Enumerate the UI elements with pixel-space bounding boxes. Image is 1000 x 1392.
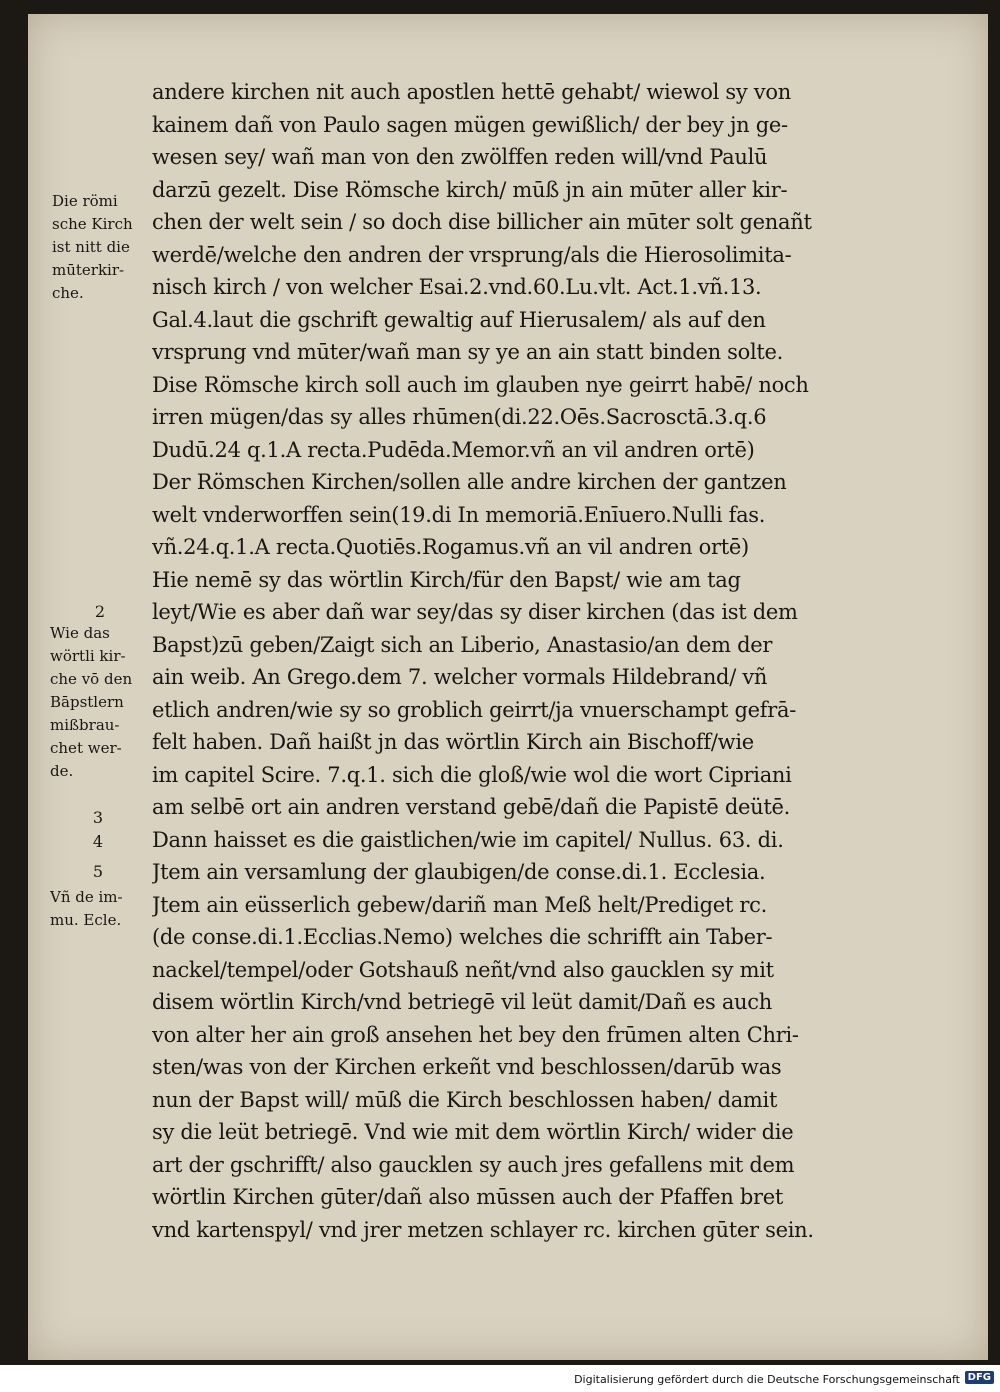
book-page: [28, 14, 988, 1360]
margin-note-line: wörtli kir-: [50, 647, 126, 665]
text-line: Der Römschen Kirchen/sollen alle andre kirchen der gantzen: [152, 470, 787, 494]
margin-note-line: chet wer-: [50, 739, 122, 757]
text-line: (de conse.di.1.Ecclias.Nemo) welches die schrifft ain Taber-: [152, 925, 773, 949]
text-line: sten/was von der Kirchen erkeñt vnd beschlossen/darūb was: [152, 1055, 782, 1079]
text-line: etlich andren/wie sy so groblich geirrt/ja vnuerschampt gefrā-: [152, 697, 796, 722]
text-line: nisch kirch / von welcher Esai.2.vnd.60.Lu.vlt. Act.1.vñ.13.: [152, 275, 762, 299]
margin-note-line: Wie das: [50, 624, 110, 642]
margin-note-roman-church: [52, 190, 148, 305]
text-line: Hie nemē sy das wörtlin Kirch/für den Bapst/ wie am tag: [152, 567, 741, 592]
margin-number-3: 3: [92, 808, 104, 827]
text-line: Jtem ain eüsserlich gebew/dariñ man Meß helt/Prediget rc.: [152, 892, 767, 917]
margin-note-line: che.: [52, 284, 84, 302]
text-line: wörtlin Kirchen gūter/dañ also mūssen auch der Pfaffen bret: [152, 1185, 783, 1209]
text-line: vñ.24.q.1.A recta.Quotiēs.Rogamus.vñ an vil andren ortē): [152, 535, 749, 559]
text-line: Jtem ain versamlung der glaubigen/de conse.di.1. Ecclesia.: [152, 860, 766, 884]
text-line: im capitel Scire. 7.q.1. sich die gloß/wie wol die wort Cipriani: [152, 762, 792, 787]
text-line: Dudū.24 q.1.A recta.Pudēda.Memor.vñ an vil andren ortē): [152, 437, 755, 462]
footer-bar: [0, 1365, 1000, 1392]
text-line: andere kirchen nit auch apostlen hettē gehabt/ wiewol sy von: [152, 80, 791, 104]
text-line: vnd kartenspyl/ vnd jrer metzen schlayer rc. kirchen gūter sein.: [152, 1217, 814, 1242]
margin-note-line: Bāpstlern: [50, 693, 124, 711]
text-line: darzū gezelt. Dise Römsche kirch/ mūß jn ain mūter aller kir-: [152, 177, 788, 202]
text-line: vrsprung vnd mūter/wañ man sy ye an ain statt binden solte.: [152, 340, 784, 364]
margin-note-word-church: [50, 622, 146, 783]
margin-note-line: ist nitt die: [52, 238, 130, 256]
margin-number-5: 5: [92, 862, 104, 881]
text-line: art der gschrifft/ also gaucklen sy auch jres gefallens mit dem: [152, 1152, 795, 1177]
text-line: am selbē ort ain andren verstand gebē/dañ die Papistē deütē.: [152, 795, 791, 819]
text-line: kainem dañ von Paulo sagen mügen gewißlich/ der bey jn ge-: [152, 112, 788, 137]
text-line: welt vnderworffen sein(19.di In memoriā.Enīuero.Nulli fas.: [152, 502, 766, 527]
margin-note-line: Vñ de im-: [50, 888, 123, 906]
margin-note-line: mißbrau-: [50, 716, 120, 734]
margin-note-line: mūterkir-: [52, 261, 125, 279]
text-line: leyt/Wie es aber dañ war sey/das sy diser kirchen (das ist dem: [152, 600, 798, 624]
margin-note-line: che vō den: [50, 670, 133, 688]
margin-note-line: de.: [50, 762, 74, 780]
text-line: Dann haisset es die gaistlichen/wie im capitel/ Nullus. 63. di.: [152, 827, 784, 852]
text-line: irren mügen/das sy alles rhūmen(di.22.Oēs.Sacrosctā.3.q.6: [152, 405, 767, 429]
text-line: ain weib. An Grego.dem 7. welcher vormals Hildebrand/ vñ: [152, 665, 768, 689]
text-line: wesen sey/ wañ man von den zwölffen reden will/vnd Paulū: [152, 145, 768, 169]
text-line: chen der welt sein / so doch dise billicher ain mūter solt genañt: [152, 210, 812, 234]
text-line: Dise Römsche kirch soll auch im glauben nye geirrt habē/ noch: [152, 372, 809, 397]
margin-note-line: mu. Ecle.: [50, 911, 122, 929]
text-line: werdē/welche den andren der vrsprung/als die Hierosolimita-: [152, 242, 792, 267]
text-line: nun der Bapst will/ mūß die Kirch beschlossen haben/ damit: [152, 1087, 778, 1112]
text-line: nackel/tempel/oder Gotshauß neñt/vnd also gaucklen sy mit: [152, 957, 774, 982]
text-line: Bapst)zū geben/Zaigt sich an Liberio, Anastasio/an dem der: [152, 632, 773, 657]
margin-note-line: sche Kirch: [52, 215, 133, 233]
main-text-body: [152, 76, 922, 1246]
margin-note-immunity: [50, 886, 146, 932]
margin-note-line: Die römi: [52, 192, 118, 210]
text-line: felt haben. Dañ haißt jn das wörtlin Kirch ain Bischoff/wie: [152, 730, 754, 754]
margin-number-2: 2: [94, 602, 106, 621]
text-line: sy die leüt betriegē. Vnd wie mit dem wörtlin Kirch/ wider die: [152, 1120, 794, 1144]
text-line: disem wörtlin Kirch/vnd betriegē vil leüt damit/Dañ es auch: [152, 990, 772, 1014]
footer-credit: Digitalisierung gefördert durch die Deutsche Forschungsgemeinschaft: [574, 1373, 960, 1386]
margin-number-4: 4: [92, 832, 104, 851]
text-line: Gal.4.laut die gschrift gewaltig auf Hierusalem/ als auf den: [152, 307, 766, 332]
text-line: von alter her ain groß ansehen het bey den frūmen alten Chri-: [152, 1022, 799, 1047]
dfg-logo: DFG: [965, 1371, 994, 1384]
